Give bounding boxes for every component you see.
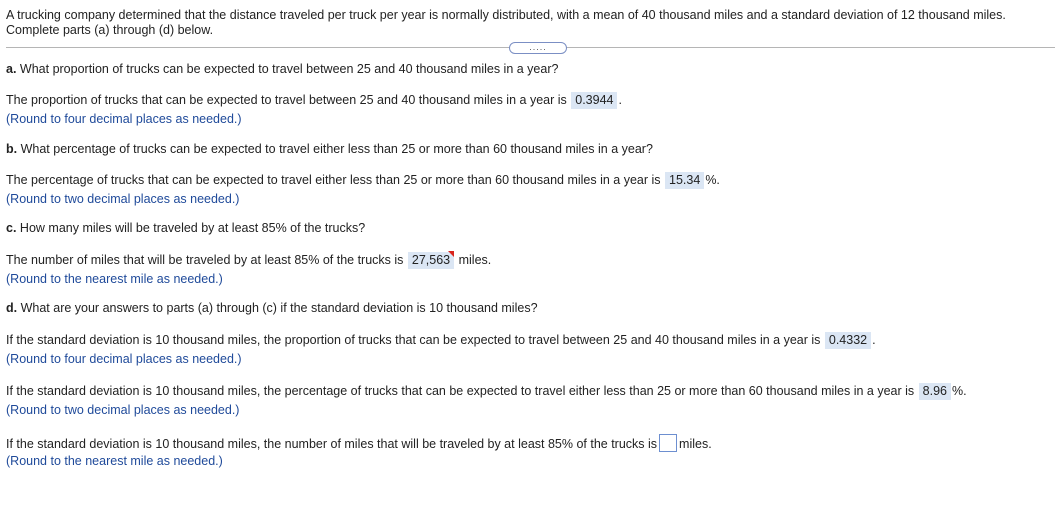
incorrect-flag-icon [448, 251, 454, 257]
part-d-answer2-line: If the standard deviation is 10 thousand miles, the percentage of trucks that can be expected to travel either less than 25 or more than 60 thousand miles in a year is 8.96 %. [6, 384, 967, 398]
part-d-answer3-input[interactable] [659, 434, 677, 452]
part-d-hint1: (Round to four decimal places as needed.) [6, 352, 242, 366]
part-c-hint: (Round to the nearest mile as needed.) [6, 272, 223, 286]
part-a-answer-line: The proportion of trucks that can be expected to travel between 25 and 40 thousand miles in a year is 0.3944 . [6, 93, 622, 107]
part-c-question: c. How many miles will be traveled by at least 85% of the trucks? [6, 221, 366, 235]
part-c-answer-field[interactable]: 27,563 [408, 252, 454, 269]
part-a-hint: (Round to four decimal places as needed.) [6, 112, 242, 126]
expand-toggle-button[interactable]: ..... [509, 42, 567, 54]
part-d-hint2: (Round to two decimal places as needed.) [6, 403, 240, 417]
problem-instructions: Complete parts (a) through (d) below. [6, 23, 214, 37]
part-d-answer2-field[interactable]: 8.96 [919, 383, 951, 400]
part-b-question: b. What percentage of trucks can be expected to travel either less than 25 or more than 60 thousand miles in a year? [6, 142, 653, 156]
part-c-answer-line: The number of miles that will be traveled by at least 85% of the trucks is 27,563 miles. [6, 253, 492, 267]
part-b-hint: (Round to two decimal places as needed.) [6, 192, 240, 206]
problem-text: A trucking company determined that the distance traveled per truck per year is normally distributed, with a mean of 40 thousand miles and a standard deviation of 12 thousand miles. [6, 8, 1006, 22]
part-b-answer-line: The percentage of trucks that can be expected to travel either less than 25 or more than 60 thousand miles in a year is 15.34 %. [6, 173, 720, 187]
problem-statement [6, 8, 1051, 38]
part-a-question: a. What proportion of trucks can be expected to travel between 25 and 40 thousand miles in a year? [6, 62, 559, 76]
part-d-answer1-field[interactable]: 0.4332 [825, 332, 871, 349]
part-d-answer1-line: If the standard deviation is 10 thousand miles, the proportion of trucks that can be expected to travel between 25 and 40 thousand miles in a year is 0.4332 . [6, 333, 876, 347]
part-d-hint3: (Round to the nearest mile as needed.) [6, 454, 223, 468]
part-a-answer-field[interactable]: 0.3944 [571, 92, 617, 109]
part-d-answer3-line: If the standard deviation is 10 thousand miles, the number of miles that will be traveled by at least 85% of the trucks is miles. [6, 434, 712, 452]
part-b-answer-field[interactable]: 15.34 [665, 172, 704, 189]
part-d-question: d. What are your answers to parts (a) through (c) if the standard deviation is 10 thousand miles? [6, 301, 538, 315]
